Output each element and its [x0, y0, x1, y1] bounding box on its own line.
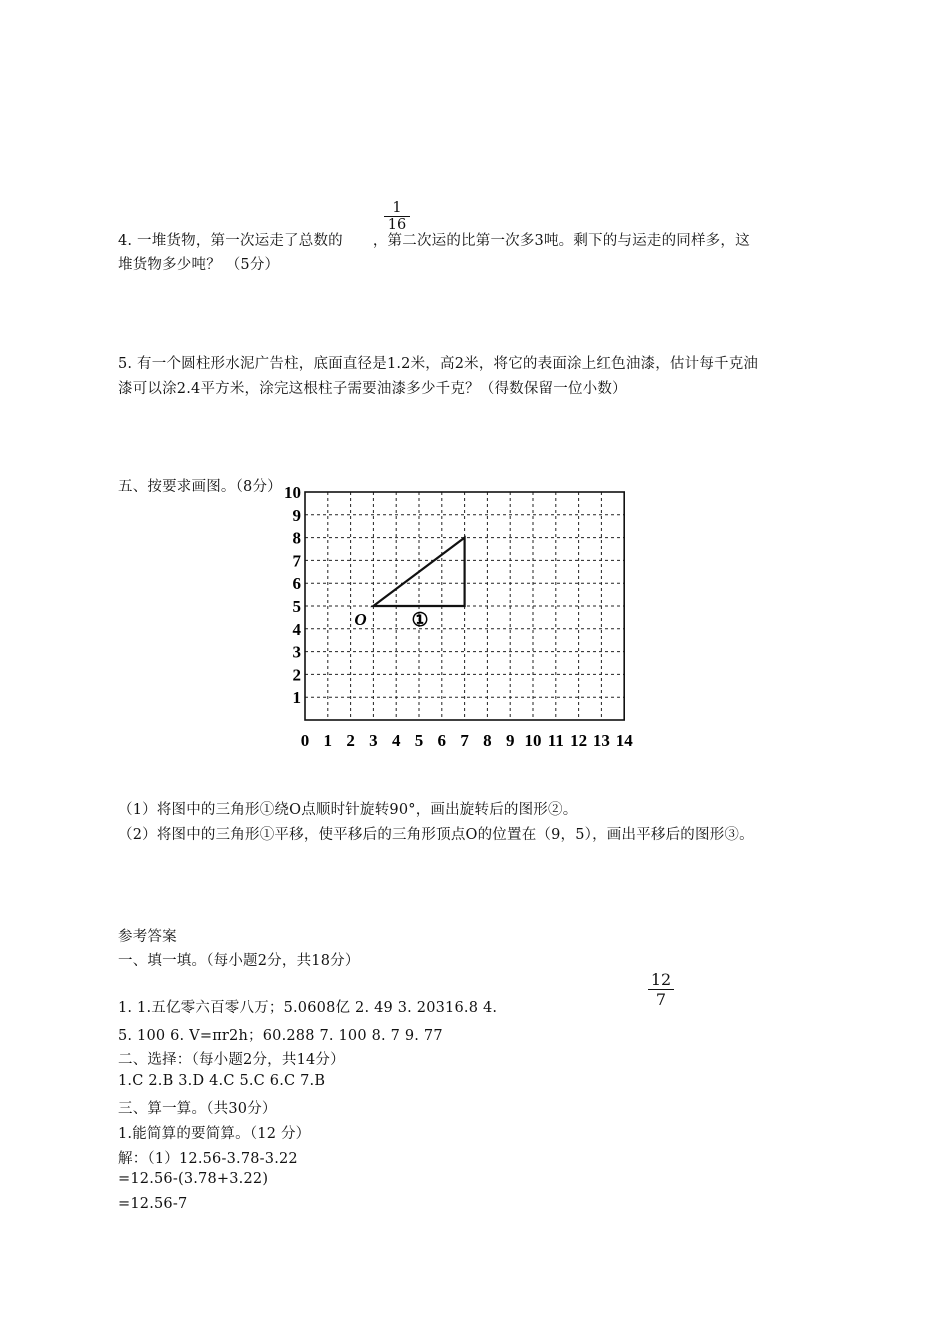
x-tick-label: 7 [460, 731, 469, 750]
x-tick-label: 4 [391, 731, 401, 750]
answers-step-1: 解：（1）12.56-3.78-3.22 [118, 1151, 298, 1167]
x-tick-label: 14 [615, 731, 633, 750]
x-tick-label: 10 [524, 731, 542, 750]
answers-fraction [648, 970, 674, 1009]
q4-fraction-numerator: 1 [392, 200, 402, 216]
tick-labels [284, 483, 633, 750]
q4-fraction-denominator: 16 [387, 217, 407, 233]
coordinate-grid-figure [275, 483, 655, 770]
q4-text-after: ，第二次运的比第一次多3吨。剩下的与运走的同样多，这 [372, 233, 750, 249]
answers-step-3: =12.56-7 [118, 1196, 188, 1212]
q4-fraction [384, 200, 410, 233]
x-tick-label: 11 [547, 731, 564, 750]
answers-part1-line1: 1. 1.五亿零六百零八万；5.0608亿 2. 49 3. 20316.8 4. [118, 1000, 498, 1016]
q4-text-before: 4. 一堆货物，第一次运走了总数的 [118, 233, 343, 249]
y-tick-label: 2 [292, 665, 301, 685]
x-tick-label: 13 [592, 731, 610, 750]
instruction-2: （2）将图中的三角形①平移，使平移后的三角形顶点O的位置在（9，5），画出平移后的图形③。 [118, 827, 754, 843]
section5-title: 五、按要求画图。（8分） [118, 479, 282, 495]
y-tick-label: 8 [292, 528, 301, 548]
y-tick-label: 9 [292, 505, 301, 525]
x-tick-label: 6 [437, 731, 447, 750]
x-tick-label: 8 [483, 731, 492, 750]
answers-part2-title: 二、选择：（每小题2分，共14分） [118, 1052, 345, 1068]
x-tick-label: 0 [300, 731, 310, 750]
q4-line-2: 堆货物多少吨？ （5分） [118, 257, 280, 273]
answers-part2-line: 1.C 2.B 3.D 4.C 5.C 6.C 7.B [118, 1073, 326, 1089]
answers-part1-line2: 5. 100 6. V=πr2h；60.288 7. 100 8. 7 9. 77 [118, 1028, 443, 1044]
y-tick-label: 7 [292, 551, 301, 571]
q5-line-2: 漆可以涂2.4平方米，涂完这根柱子需要油漆多少千克？（得数保留一位小数） [118, 381, 627, 397]
answers-part3-title: 三、算一算。（共30分） [118, 1101, 277, 1117]
x-tick-label: 2 [346, 731, 355, 750]
answers-fraction-numerator: 12 [650, 970, 672, 989]
x-tick-label: 12 [570, 731, 588, 750]
x-tick-label: 1 [323, 731, 333, 750]
q5-line-1: 5. 有一个圆柱形水泥广告柱，底面直径是1.2米，高2米，将它的表面涂上红色油漆，估计每千克油 [118, 356, 759, 372]
answers-heading: 参考答案 [118, 929, 177, 945]
y-tick-label: 5 [292, 597, 301, 616]
origin-label-o: O [354, 610, 367, 629]
answers-fraction-denominator: 7 [655, 990, 667, 1009]
x-tick-label: 5 [414, 731, 424, 750]
instruction-1: （1）将图中的三角形①绕O点顺时针旋转90°，画出旋转后的图形②。 [118, 802, 578, 818]
y-tick-label: 6 [292, 574, 301, 594]
answers-part1-title: 一、填一填。（每小题2分，共18分） [118, 953, 360, 969]
answers-step-2: =12.56-(3.78+3.22) [118, 1171, 269, 1187]
y-tick-label: 10 [284, 483, 301, 502]
y-tick-label: 1 [292, 688, 301, 708]
x-tick-label: 3 [369, 731, 378, 750]
x-tick-label: 9 [505, 731, 515, 750]
q4-line-1 [118, 229, 750, 250]
y-tick-label: 4 [292, 619, 301, 639]
y-tick-label: 3 [292, 642, 301, 662]
triangle-label-1: ① [411, 610, 429, 631]
answers-part3-sub: 1.能简算的要简算。（12 分） [118, 1126, 311, 1142]
